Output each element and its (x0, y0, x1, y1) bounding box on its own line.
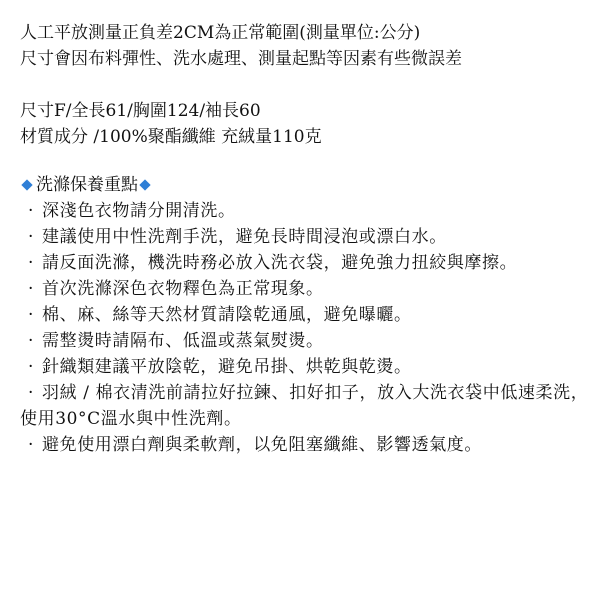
bullet-icon: · (27, 279, 34, 299)
list-item (20, 354, 590, 380)
care-item-text: 針織類建議平放陰乾，避免吊掛、烘乾與乾燙。 (42, 357, 412, 377)
care-item-text: 羽絨 / 棉衣清洗前請拉好拉鍊、扣好扣子，放入大洗衣袋中低速柔洗，使用30°C溫水與中性洗劑。 (20, 383, 589, 429)
bullet-icon: · (27, 253, 34, 273)
bullet-icon: · (27, 357, 34, 377)
care-item-text: 建議使用中性洗劑手洗，避免長時間浸泡或漂白水。 (42, 227, 447, 247)
list-item (20, 328, 590, 354)
list-item (20, 302, 590, 328)
bullet-icon: · (27, 383, 34, 403)
list-item (20, 432, 590, 458)
measurement-tolerance-text: 人工平放測量正負差2CM為正常範圍(測量單位:公分) (20, 23, 421, 43)
list-item (20, 380, 590, 432)
care-item-text: 深淺色衣物請分開清洗。 (42, 201, 236, 221)
bullet-icon: · (27, 331, 34, 351)
size-spec-text: 尺寸F/全長61/胸圍124/袖長60 (20, 101, 261, 121)
bullet-icon: · (27, 305, 34, 325)
list-item (20, 250, 590, 276)
care-item-text: 避免使用漂白劑與柔軟劑，以免阻塞纖維、影響透氣度。 (42, 435, 482, 455)
care-instructions-list (20, 198, 590, 458)
care-item-text: 需整燙時請隔布、低溫或蒸氣熨燙。 (42, 331, 324, 351)
spacer (20, 72, 590, 98)
care-item-text: 請反面洗滌，機洗時務必放入洗衣袋，避免強力扭絞與摩擦。 (42, 253, 518, 273)
list-item (20, 276, 590, 302)
product-notes (20, 20, 590, 458)
material-spec-text: 材質成分 /100%聚酯纖維 充絨量110克 (20, 127, 322, 147)
list-item (20, 224, 590, 250)
bullet-icon: · (27, 227, 34, 247)
care-item-text: 首次洗滌深色衣物釋色為正常現象。 (42, 279, 324, 299)
care-section-heading (20, 172, 590, 198)
care-item-text: 棉、麻、絲等天然材質請陰乾通風，避免曝曬。 (42, 305, 412, 325)
bullet-icon: · (27, 435, 34, 455)
diamond-icon (21, 179, 32, 190)
measurement-variance-text: 尺寸會因布料彈性、洗水處理、測量起點等因素有些微誤差 (20, 49, 462, 69)
bullet-icon: · (27, 201, 34, 221)
list-item (20, 198, 590, 224)
care-heading-label: 洗滌保養重點 (36, 175, 138, 195)
diamond-icon (139, 179, 150, 190)
